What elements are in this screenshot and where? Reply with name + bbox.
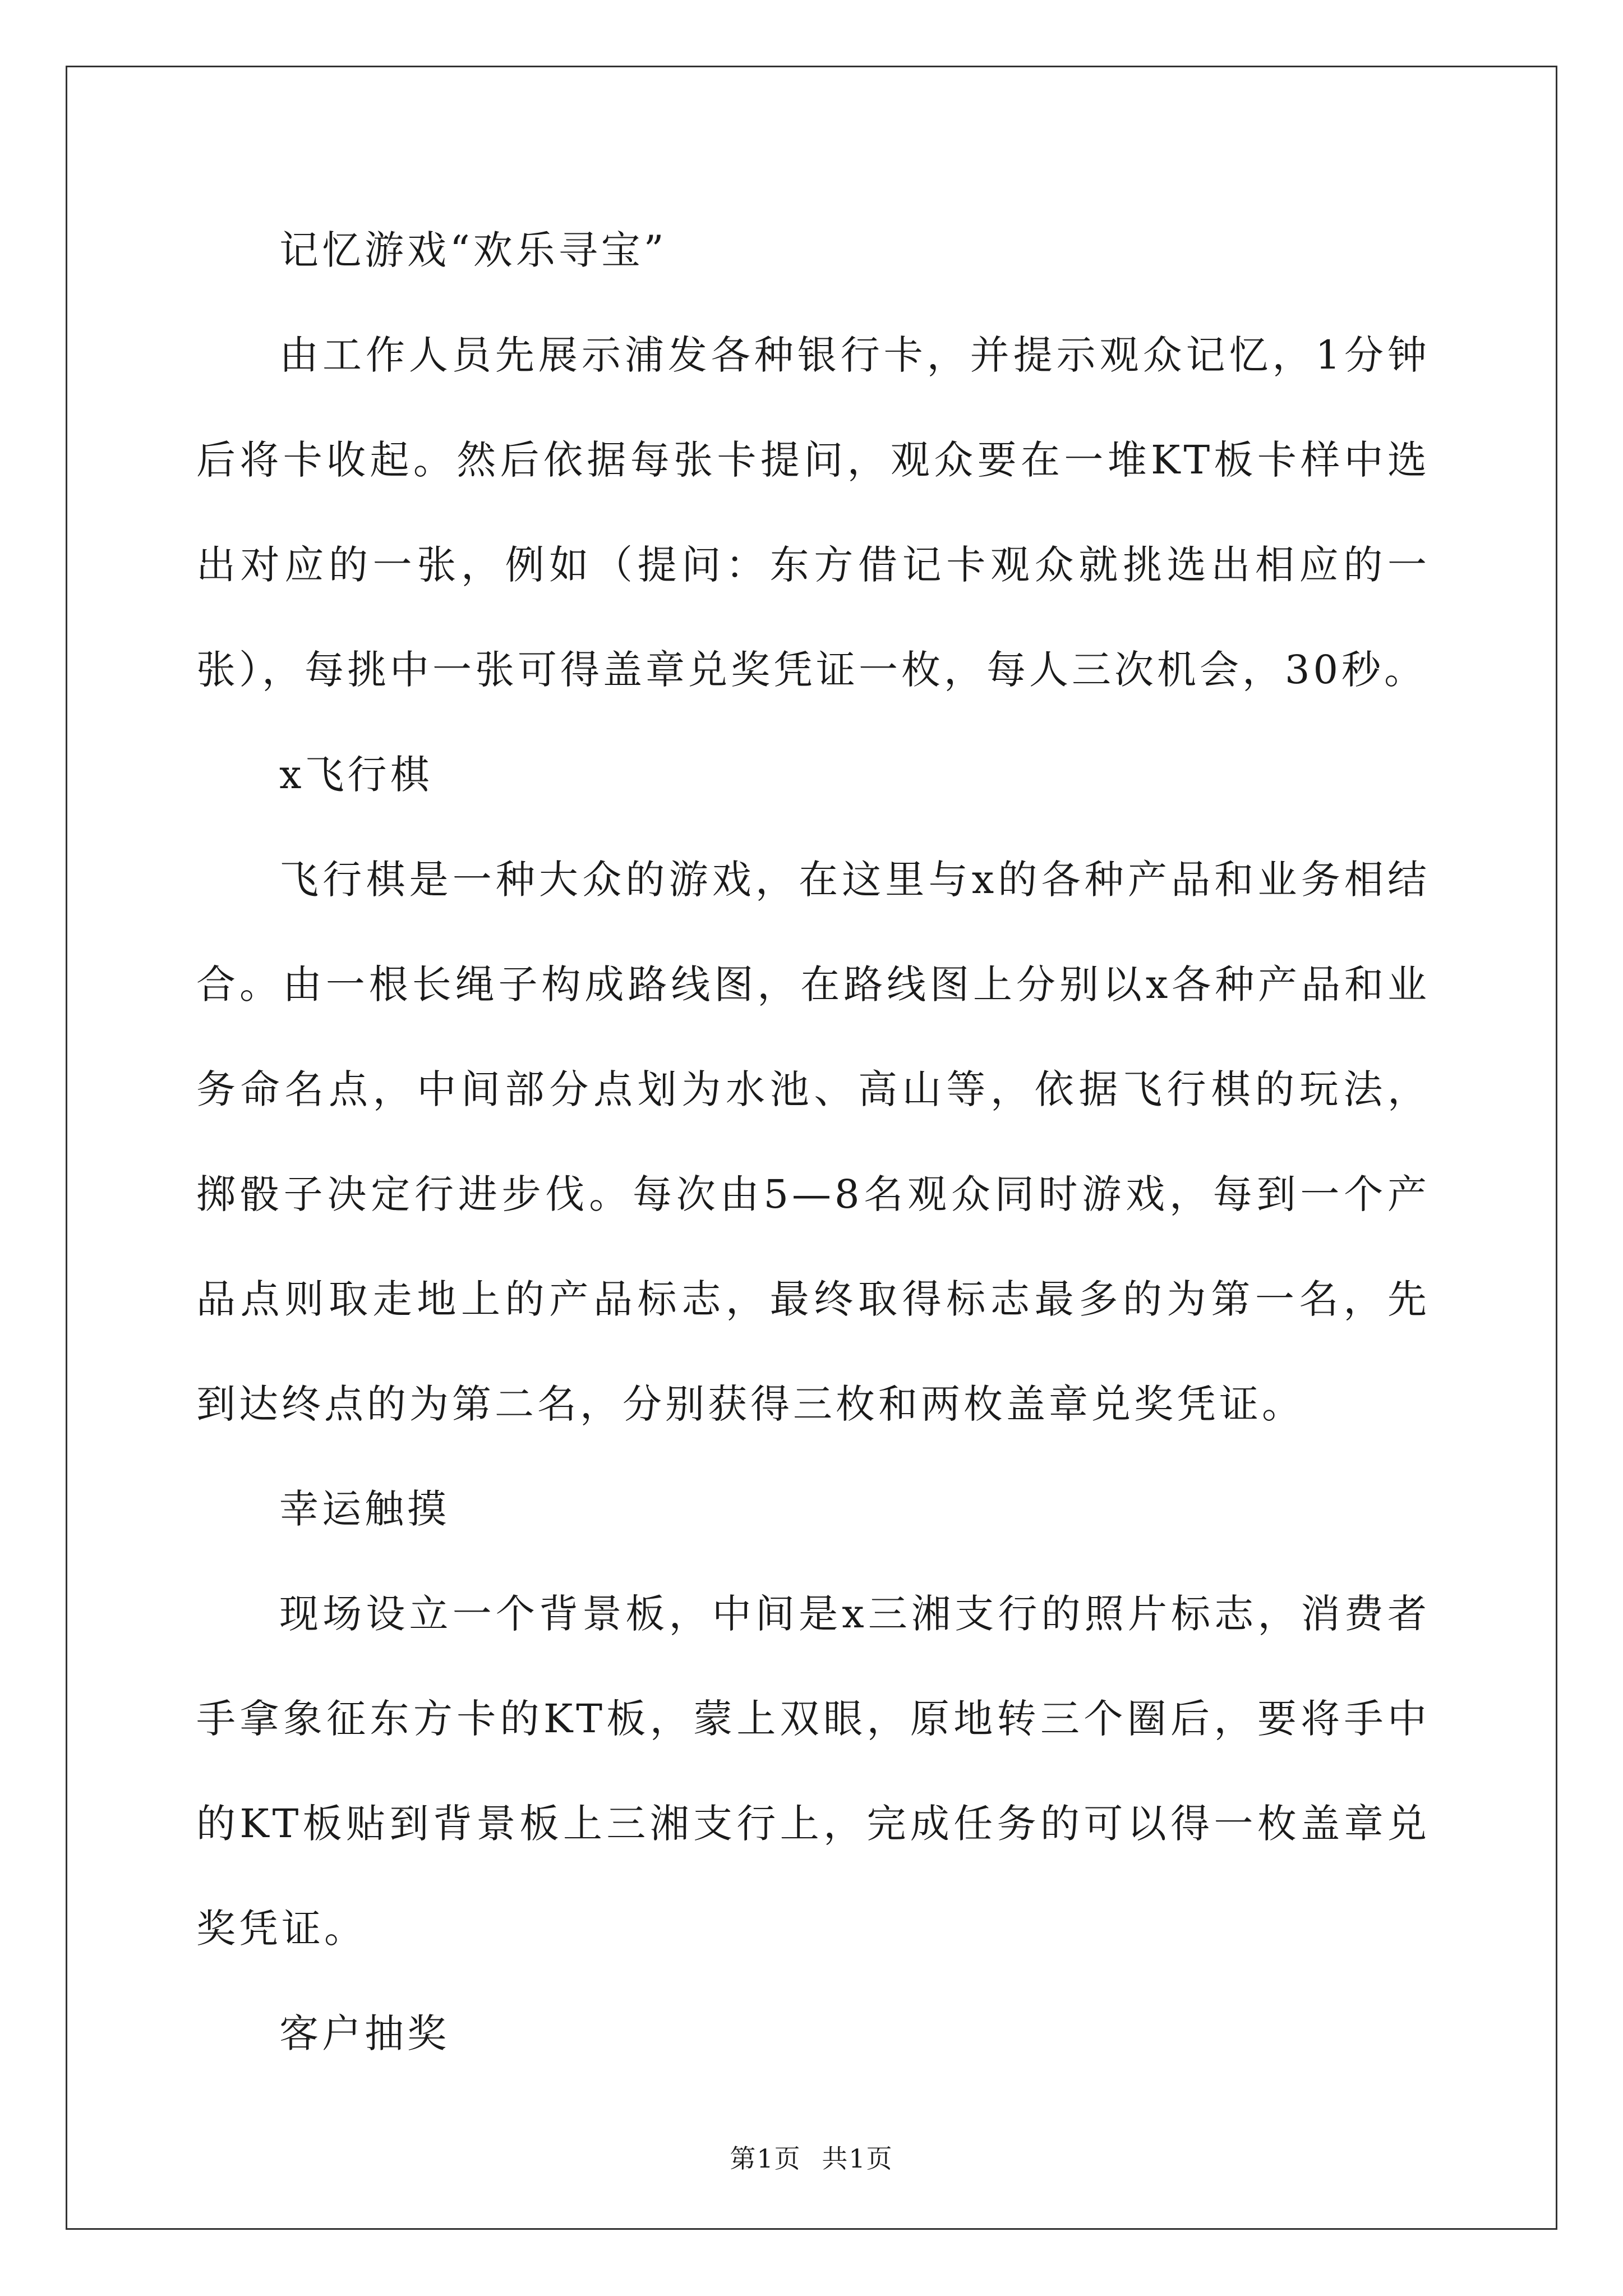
page-total: 共1页: [822, 2143, 893, 2174]
section-heading-memory-game: 记忆游戏“欢乐寻宝”: [279, 227, 667, 273]
section-body-lucky-touch: 现场设立一个背景板，中间是x三湘支行的照片标志，消费者手拿象征东方卡的KT板，蒙上双眼，原地转三个圈后，要将手中的KT板贴到背景板上三湘支行上，完成任务的可以得一枚盖章兑奖凭证。: [196, 1591, 1430, 1952]
section-heading-flight-chess: x飞行棋: [279, 752, 433, 798]
section-heading-lucky-touch: 幸运触摸: [279, 1486, 450, 1532]
page-footer: [0, 2138, 1623, 2175]
section-body-memory-game: 由工作人员先展示浦发各种银行卡，并提示观众记忆，1分钟后将卡收起。然后依据每张卡提问，观众要在一堆KT板卡样中选出对应的一张，例如（提问：东方借记卡观众就挑选出相应的一张），每挑中一张可得盖章兑奖凭证一枚，每人三次机会，30秒。: [196, 332, 1430, 693]
document-body: [196, 198, 1430, 2086]
section-body-flight-chess: 飞行棋是一种大众的游戏，在这里与x的各种产品和业务相结合。由一根长绳子构成路线图，在路线图上分别以x各种产品和业务命名点，中间部分点划为水池、高山等，依据飞行棋的玩法，掷骰子决定行进步伐。每次由5—8名观众同时游戏，每到一个产品点则取走地上的产品标志，最终取得标志最多的为第一名，先到达终点的为第二名，分别获得三枚和两枚盖章兑奖凭证。: [196, 857, 1430, 1427]
page-number: 第1页: [730, 2143, 801, 2174]
section-heading-customer-lottery: 客户抽奖: [279, 2010, 450, 2056]
